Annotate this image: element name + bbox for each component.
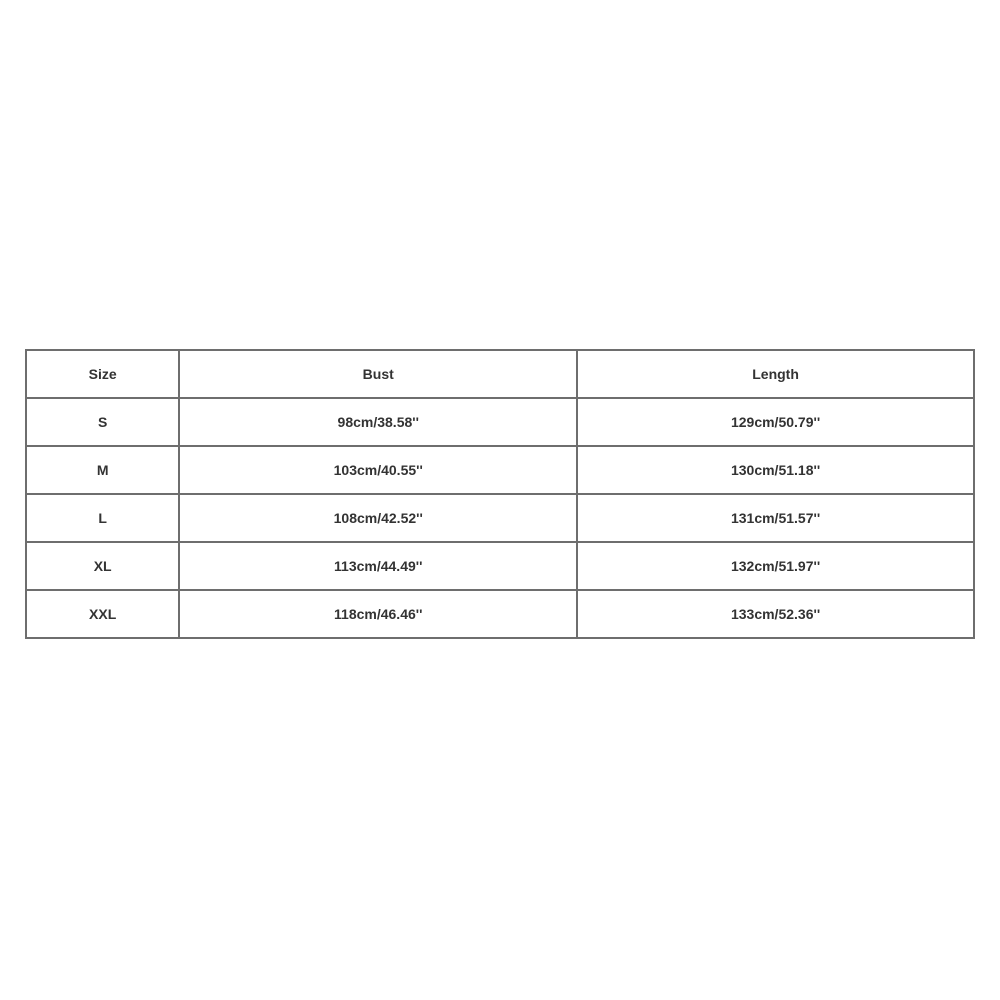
length-cell: 130cm/51.18'' (577, 446, 974, 494)
table-row (26, 590, 974, 638)
size-cell: XL (26, 542, 179, 590)
table-row (26, 398, 974, 446)
size-cell: XXL (26, 590, 179, 638)
table-header-row (26, 350, 974, 398)
length-cell: 133cm/52.36'' (577, 590, 974, 638)
length-cell: 132cm/51.97'' (577, 542, 974, 590)
table-row (26, 542, 974, 590)
table-row (26, 494, 974, 542)
header-size: Size (26, 350, 179, 398)
bust-cell: 113cm/44.49'' (179, 542, 577, 590)
bust-cell: 103cm/40.55'' (179, 446, 577, 494)
bust-cell: 108cm/42.52'' (179, 494, 577, 542)
length-cell: 129cm/50.79'' (577, 398, 974, 446)
size-cell: M (26, 446, 179, 494)
length-cell: 131cm/51.57'' (577, 494, 974, 542)
bust-cell: 118cm/46.46'' (179, 590, 577, 638)
size-chart-table (25, 349, 975, 639)
size-cell: S (26, 398, 179, 446)
header-bust: Bust (179, 350, 577, 398)
bust-cell: 98cm/38.58'' (179, 398, 577, 446)
size-cell: L (26, 494, 179, 542)
header-length: Length (577, 350, 974, 398)
table-row (26, 446, 974, 494)
